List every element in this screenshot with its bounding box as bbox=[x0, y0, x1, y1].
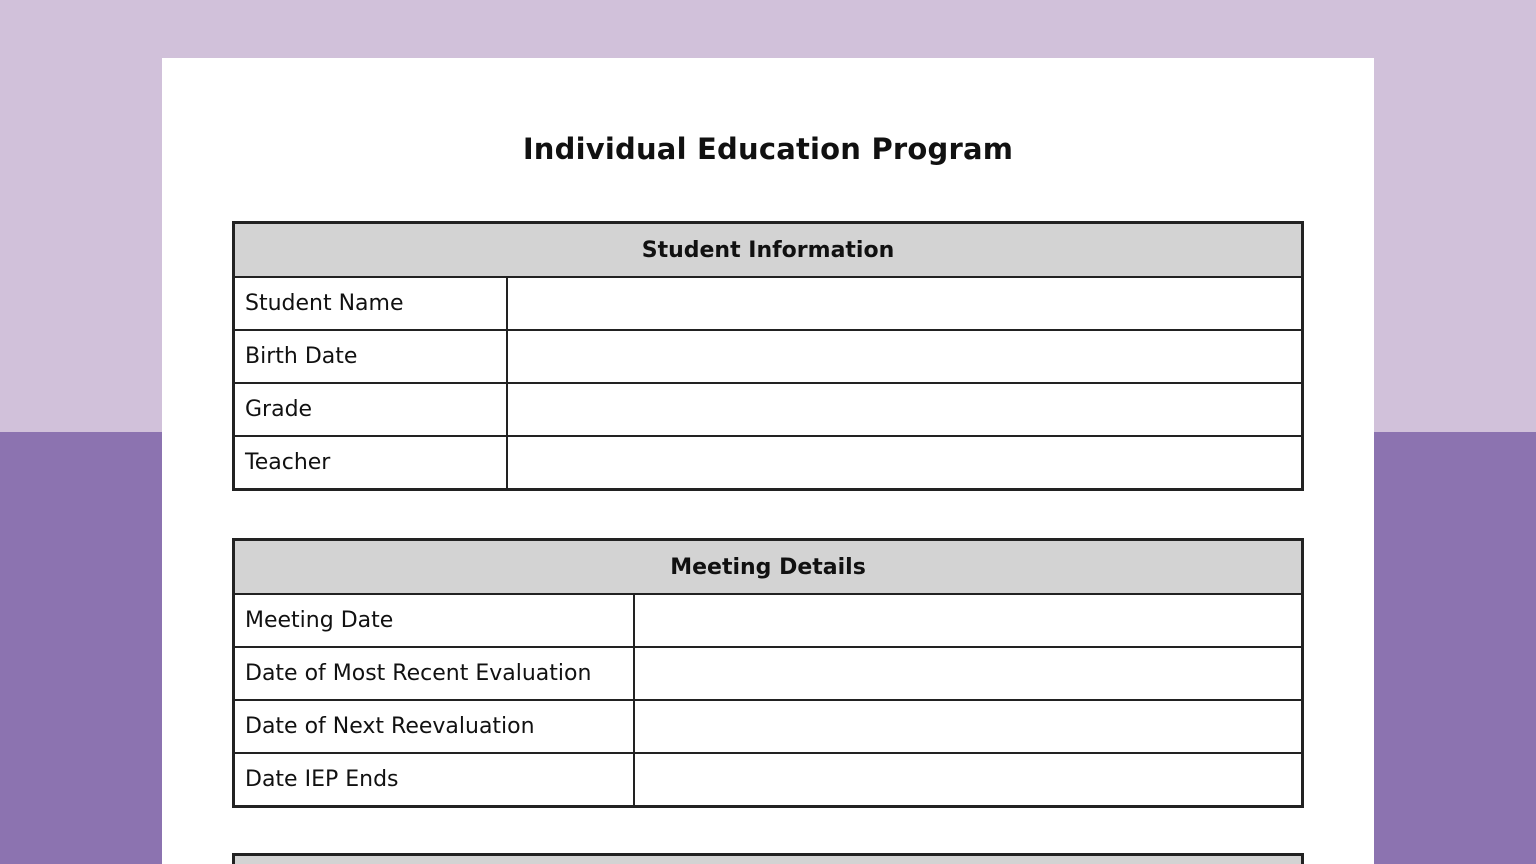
table-row bbox=[234, 436, 1303, 489]
recent-evaluation-cell[interactable] bbox=[634, 647, 1303, 700]
iep-end-date-cell[interactable] bbox=[634, 753, 1303, 806]
teacher-label: Teacher bbox=[234, 436, 507, 489]
table-row bbox=[234, 330, 1303, 383]
meeting-details-table bbox=[232, 538, 1304, 808]
iep-end-date-field[interactable] bbox=[635, 754, 1302, 805]
student-name-label: Student Name bbox=[234, 277, 507, 330]
next-reevaluation-label: Date of Next Reevaluation bbox=[234, 700, 634, 753]
grade-cell[interactable] bbox=[507, 383, 1303, 436]
grade-label: Grade bbox=[234, 383, 507, 436]
student-name-cell[interactable] bbox=[507, 277, 1303, 330]
document-title: Individual Education Program bbox=[522, 132, 1014, 166]
next-section-header bbox=[232, 853, 1304, 864]
meeting-date-field[interactable] bbox=[635, 595, 1302, 646]
student-information-heading: Student Information bbox=[234, 223, 1303, 278]
table-row bbox=[234, 700, 1303, 753]
table-row bbox=[234, 753, 1303, 806]
meeting-date-cell[interactable] bbox=[634, 594, 1303, 647]
birth-date-field[interactable] bbox=[508, 331, 1302, 382]
student-information-table bbox=[232, 221, 1304, 491]
birth-date-cell[interactable] bbox=[507, 330, 1303, 383]
grade-field[interactable] bbox=[508, 384, 1302, 435]
iep-end-date-label: Date IEP Ends bbox=[234, 753, 634, 806]
student-name-field[interactable] bbox=[508, 278, 1302, 329]
meeting-details-heading: Meeting Details bbox=[234, 540, 1303, 595]
teacher-field[interactable] bbox=[508, 437, 1302, 488]
recent-evaluation-label: Date of Most Recent Evaluation bbox=[234, 647, 634, 700]
recent-evaluation-field[interactable] bbox=[635, 648, 1302, 699]
next-reevaluation-field[interactable] bbox=[635, 701, 1302, 752]
next-reevaluation-cell[interactable] bbox=[634, 700, 1303, 753]
table-row bbox=[234, 594, 1303, 647]
table-row bbox=[234, 277, 1303, 330]
meeting-date-label: Meeting Date bbox=[234, 594, 634, 647]
table-row bbox=[234, 647, 1303, 700]
teacher-cell[interactable] bbox=[507, 436, 1303, 489]
birth-date-label: Birth Date bbox=[234, 330, 507, 383]
table-row bbox=[234, 383, 1303, 436]
